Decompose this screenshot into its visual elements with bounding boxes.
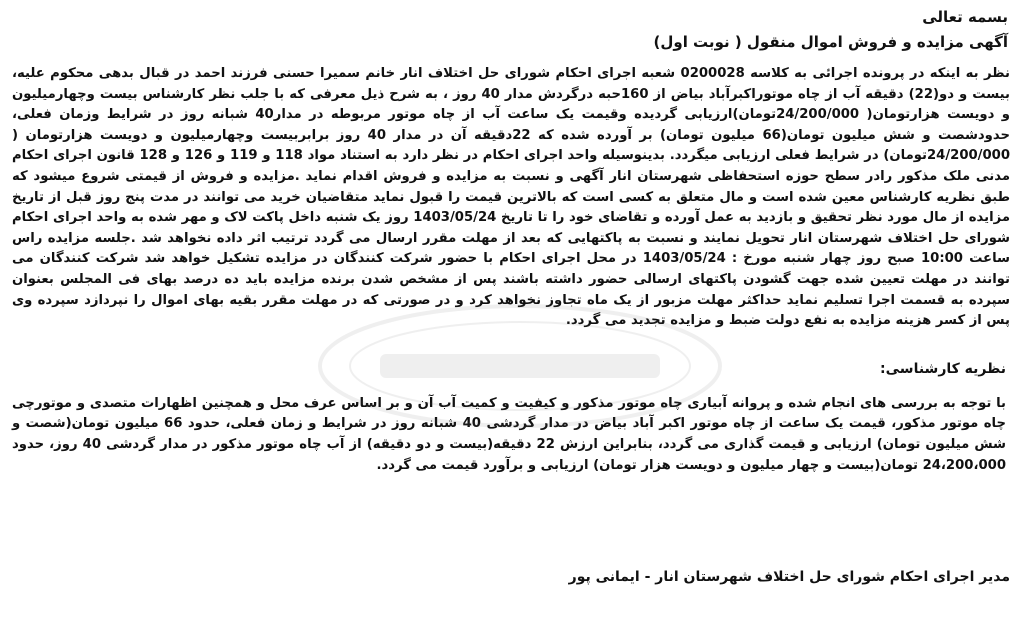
notice-page <box>10 6 1012 622</box>
doc-body: نظر به اینکه در پرونده اجرائی به کلاسه 0200028 شعبه اجرای احکام شورای حل اختلاف انار خانم سمیرا حسنی فرزند احمد در قبال بدهی محکوم علیه، بیست و دو(22) دقیقه آب از چاه موتوراکبرآباد بیاض از 160حبه درگردش مدار 40 روز ، به شرح ذیل معرفی که با جلب نظر کارشناس بیست وچهارمیلیون و دویست هزارتومان( 24/200/000تومان)ارزیابی گردیده وقیمت یک ساعت آب از چاه موتور مربوطه در مدار40 شبانه روز در شرایط وزمان فعلی، حدودشصت و شش میلیون تومان(66 میلیون تومان) بر آورده شده که 22دقیقه آن در مدار 40 روز برابربیست وچهارمیلیون و دویست هزارتومان ( 24/200/000تومان) در شرایط فعلی ارزیابی میگردد. بدینوسیله واحد اجرای احکام در نظر دارد به استناد مواد 118 و 119 و 126 و 128 قانون اجرای احکام مدنی ملک مذکور رادر سطح حوزه استحفاظی شهرستان انار آگهی و نسبت به مزایده و فروش اقدام نماید .مزایده و فروش از قیمتی شروع میشود که طبق نظریه کارشناس معین شده است و مال متعلق به کسی است که بالاترین قیمت را قبول نماید متقاضیان خرید می توانند در مدت پنج روز قبل از تاریخ مزایده از مال مورد نظر تحقیق و بازدید به عمل آورده و تقاضای خود را تا تاریخ 1403/05/24 روز یک شنبه داخل پاکت لاک و مهر شده به واحد اجرای احکام شورای حل اختلاف شهرستان انار تحویل نمایند و نسبت به پاکتهایی که بعد از مهلت مقرر ارسال می گردد ترتیب اثر داده نخواهد شد .جلسه مزایده راس ساعت 10:00 صبح روز چهار شنبه مورخ : 1403/05/24 در محل اجرای احکام با حضور شرکت کنندگان در مزایده تشکیل خواهد شد شرکت کنندگان می توانند در مهلت تعیین شده جهت گشودن پاکتهای ارسالی حضور داشته باشند پس از مشخص شدن برنده مزایده باید ده درصد بهای فی المجلس بعنوان سپرده به قسمت اجرا تسلیم نماید حداکثر مهلت مزبور از یک ماه تجاوز نخواهد کرد و در صورتی که در مهلت مقرر بقیه بهای اموال را نپردازد سپرده وی پس از کسر هزینه مزایده به نفع دولت ضبط و مزایده تجدید می گردد. <box>12 66 1011 329</box>
expert-opinion-title: نظریه کارشناسی: <box>880 360 1006 377</box>
doc-heading: بسمه تعالی <box>922 8 1008 26</box>
signature-line: مدیر اجرای احکام شورای حل اختلاف شهرستان انار - ایمانی پور <box>568 569 1010 585</box>
expert-opinion-body: با توجه به بررسی های انجام شده و پروانه آبیاری چاه موتور مذکور و کیفیت و کمیت آب آن و بر اساس عرف محل و همچنین اظهارات متصدی و موتورچی چاه موتور مذکور، قیمت یک ساعت از چاه موتور اکبر آباد بیاض در مدار گردشی 40 شبانه روز در شرایط و زمان فعلی، حدود 66 میلیون تومان(شصت و شش میلیون تومان) ارزیابی و قیمت گذاری می گردد، بنابراین ارزش 22 دقیقه(بیست و دو دقیقه) از آب چاه موتور مذکور در مدار گردشی 40 روز، حدود 24،200،000 تومان(بیست و چهار میلیون و دویست هزار تومان) ارزیابی و برآورد قیمت می گردد. <box>12 395 1006 473</box>
doc-title: آگهی مزایده و فروش اموال منقول ( نوبت اول) <box>653 33 1008 51</box>
